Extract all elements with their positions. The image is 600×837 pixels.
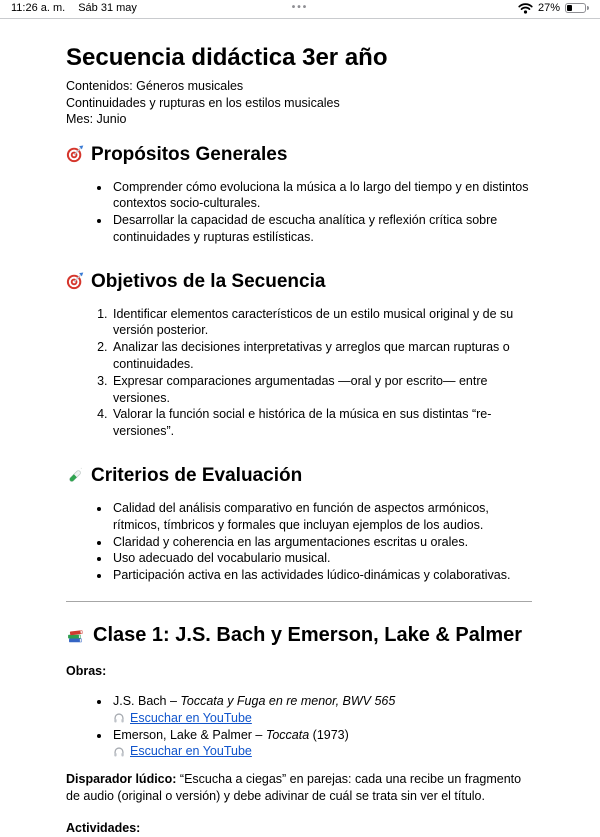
meta-line: Continuidades y rupturas en los estilos musicales	[66, 95, 340, 110]
battery-percent: 27%	[537, 2, 560, 14]
headphones-icon	[113, 712, 125, 724]
youtube-link[interactable]: Escuchar en YouTube	[130, 744, 252, 759]
list-item: 3. Expresar comparaciones argumentadas —oral y por escrito— entre versiones.	[111, 373, 532, 407]
section-title: Criterios de Evaluación	[91, 465, 303, 487]
list-item: 2. Analizar las decisiones interpretativas y arreglos que marcan rupturas o continuidades.	[111, 339, 532, 373]
list-item: • Desarrollar la capacidad de escucha analítica y reflexión crítica sobre continuidades y rupturas estilísticas.	[111, 212, 532, 246]
actividades-label: Actividades:	[66, 821, 141, 836]
meta-line: Contenidos: Géneros musicales	[66, 79, 244, 93]
list-item: • Participación activa en las actividades lúdico-dinámicas y colaborativas.	[111, 567, 532, 584]
propositos-list	[66, 179, 532, 246]
books-icon	[66, 626, 85, 645]
obra-suffix: (1973)	[309, 727, 349, 742]
battery-icon	[565, 3, 589, 13]
test-tube-icon	[66, 467, 84, 485]
criterios-list	[66, 500, 532, 584]
obra-work: Toccata y Fuga en re menor, BWV 565	[180, 694, 396, 709]
status-bar	[0, 0, 600, 19]
meta-line: Mes: Junio	[66, 112, 127, 126]
obra-item	[111, 693, 532, 727]
page-title: Secuencia didáctica 3er año	[66, 44, 388, 71]
disparador-text: “Escucha a ciegas” en parejas: cada una recibe un fragmento de audio (original o versión) y debe adivinar de cuál se trata sin ver el título.	[66, 772, 522, 804]
obras-label: Obras:	[66, 664, 107, 679]
list-item: 4. Valorar la función social e histórica de la música en sus distintas “re-versiones”.	[111, 406, 532, 440]
section-heading-objetivos	[66, 270, 532, 293]
disparador-label: Disparador lúdico:	[66, 772, 177, 787]
target-icon	[66, 145, 84, 163]
section-title: Propósitos Generales	[91, 143, 288, 165]
wifi-icon	[518, 3, 533, 14]
multitasking-dots-icon[interactable]: •••	[291, 2, 309, 13]
section-divider	[66, 601, 532, 602]
clase-title: Clase 1: J.S. Bach y Emerson, Lake & Palmer	[93, 624, 523, 647]
section-heading-propositos	[66, 143, 532, 166]
list-item: • Calidad del análisis comparativo en función de aspectos armónicos, rítmicos, tímbricos y formales que incluyan ejemplos de los audios.	[111, 500, 532, 534]
document-meta	[66, 78, 532, 128]
list-item: • Comprender cómo evoluciona la música a lo largo del tiempo y en distintos contextos socio-culturales.	[111, 179, 532, 213]
obra-artist: Emerson, Lake & Palmer –	[113, 727, 266, 742]
disparador-paragraph	[66, 771, 532, 805]
youtube-link[interactable]: Escuchar en YouTube	[130, 710, 252, 725]
list-item: 1. Identificar elementos característicos de un estilo musical original y de su versión posterior.	[111, 306, 532, 340]
list-item: • Uso adecuado del vocabulario musical.	[111, 550, 532, 567]
battery-fill	[567, 5, 572, 11]
clock: 11:26 a. m.	[11, 2, 66, 14]
obra-work: Toccata	[265, 727, 310, 742]
objetivos-list	[66, 306, 532, 440]
clase-heading	[66, 623, 532, 648]
list-item: • Claridad y coherencia en las argumentaciones escritas u orales.	[111, 534, 532, 551]
target-icon	[66, 272, 84, 290]
section-title: Objetivos de la Secuencia	[91, 270, 326, 292]
date: Sáb 31 may	[78, 2, 137, 14]
obra-item	[111, 727, 532, 761]
document-page	[0, 19, 600, 837]
section-heading-criterios	[66, 464, 532, 487]
obra-artist: J.S. Bach –	[113, 694, 181, 709]
headphones-icon	[113, 746, 125, 758]
obras-list	[66, 693, 532, 760]
